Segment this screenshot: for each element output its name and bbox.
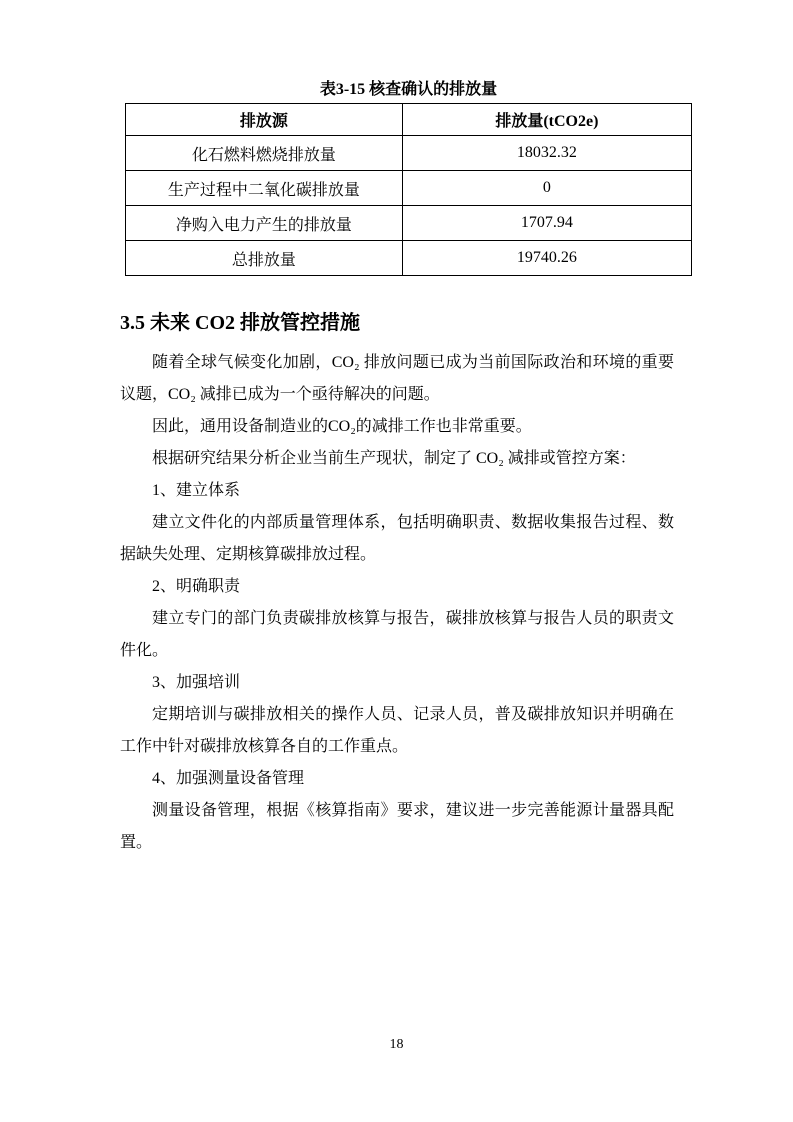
page-number: 18: [389, 1037, 404, 1052]
paragraph: 因此，通用设备制造业的CO₂的减排工作也非常重要。: [152, 418, 532, 435]
table-row: [126, 241, 692, 276]
table-row: [126, 136, 692, 171]
cell-emission-amount: 0: [402, 171, 691, 206]
page-content: [120, 0, 674, 859]
cell-emission-source: 化石燃料燃烧排放量: [126, 136, 403, 171]
table-row: [126, 206, 692, 241]
cell-emission-amount: 19740.26: [402, 241, 691, 276]
paragraph: 测量设备管理，根据《核算指南》要求，建议进一步完善能源计量器具配置。: [120, 802, 674, 851]
cell-emission-source: 生产过程中二氧化碳排放量: [126, 171, 403, 206]
cell-emission-amount: 18032.32: [402, 136, 691, 171]
table-row: [126, 171, 692, 206]
list-item-heading: 4、加强测量设备管理: [152, 770, 305, 787]
paragraph: 随着全球气候变化加剧，CO₂ 排放问题已成为当前国际政治和环境的重要议题，CO₂ 减排已成为一个亟待解决的问题。: [120, 354, 674, 403]
section-heading: 3.5 未来 CO2 排放管控措施: [120, 312, 360, 334]
paragraph: 定期培训与碳排放相关的操作人员、记录人员，普及碳排放知识并明确在工作中针对碳排放核算各自的工作重点。: [120, 706, 674, 755]
column-header-emission-amount: 排放量(tCO2e): [402, 104, 691, 136]
list-item-heading: 3、加强培训: [152, 674, 241, 691]
table-header-row: [126, 104, 692, 136]
list-item-heading: 1、建立体系: [152, 482, 241, 499]
cell-emission-amount: 1707.94: [402, 206, 691, 241]
emissions-table: [125, 103, 692, 276]
paragraph: 建立文件化的内部质量管理体系，包括明确职责、数据收集报告过程、数据缺失处理、定期核算碳排放过程。: [120, 514, 674, 563]
column-header-emission-source: 排放源: [126, 104, 403, 136]
cell-emission-source: 净购入电力产生的排放量: [126, 206, 403, 241]
paragraph: 根据研究结果分析企业当前生产现状，制定了 CO₂ 减排或管控方案：: [152, 450, 636, 467]
list-item-heading: 2、明确职责: [152, 578, 241, 595]
table-caption: 表3-15 核查确认的排放量: [319, 81, 498, 98]
paragraph: 建立专门的部门负责碳排放核算与报告，碳排放核算与报告人员的职责文件化。: [120, 610, 674, 659]
cell-emission-source: 总排放量: [126, 241, 403, 276]
